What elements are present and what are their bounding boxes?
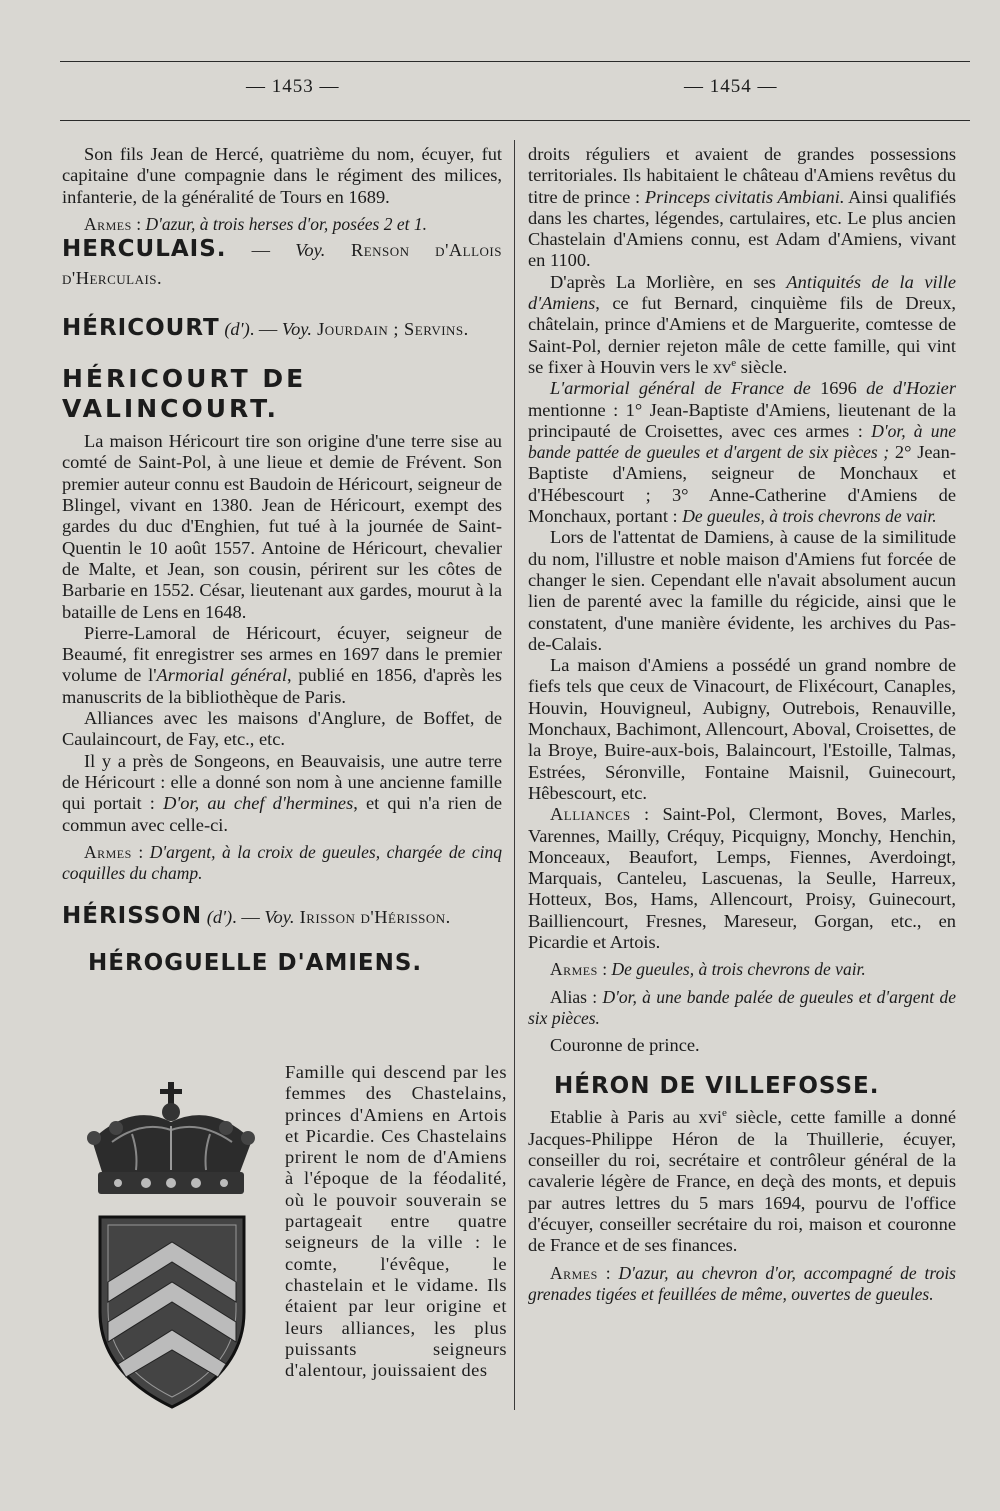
alias-blazon: D'or, à une bande palée de gueules et d'argent de six pièces. (528, 986, 957, 1028)
heron-paragraph: Etablie à Paris au xvi$^e$ siècle, cette famille a donné Jacques-Philippe Héron de la Thuillerie, écuyer, conseiller du roi, secrétaire et contrôleur général de la cavalerie légère de France, en deçà des monts, et depuis par autres lettres du 5 mars 1694, pourvu de l'office d'écuyer, conseiller secrétaire du roi, maison et couronne de France et de ses finances. (528, 1107, 956, 1256)
amiens-paragraph-5: La maison d'Amiens a possédé un grand nombre de fiefs tels que ceux de Vinacourt, de Flixécourt, Canaples, Houvin, Houvigneul, Aubigny, Outrebois, Renauville, Monchaux, Bachimont, Allencourt, Aboval, Croisettes, de la Broye, Buire-aux-bois, Balaincourt, l'Estoille, Talmas, Estrées, Séronville, Fontaine Maisnil, Guinecourt, Hêbescourt, etc. (528, 655, 956, 803)
headword: HÉRICOURT DE VALINCOURT. (62, 364, 307, 424)
arms-blazon: De gueules, à trois chevrons de vair. (611, 959, 866, 980)
entry-hericourt: HÉRICOURT (d'). — Voy. Jourdain ; Servins. (62, 315, 469, 342)
amiens-alliances: Alliances : Saint-Pol, Clermont, Boves, Marles, Varennes, Mailly, Créquy, Picquigny, Monchy, Henchin, Monceaux, Beaufort, Lemps, Fiennes, Averdoingt, Marquais, Canteleu, Lascuenas, la Seulle, Harreux, Hotteux, Bos, Hams, Allencourt, Proisy, Guinecourt, Bailliencourt, Fresnes, Mareseur, Gorgan, etc., en Picardie et Artois. (528, 804, 956, 952)
entry-herculais: HERCULAIS. — Voy. Renson d'Allois d'Herculais. (62, 236, 502, 289)
valincourt-paragraph-2: Pierre-Lamoral de Héricourt, écuyer, seigneur de Beaumé, fit enregistrer ses armes en 1697 dans le premier volume de l'Armorial général, publié en 1856, d'après les manuscrits de la bibliothèque de Paris. (62, 622, 503, 707)
entry-herisson: HÉRISSON (d'). — Voy. Irisson d'Hérisson. (62, 903, 451, 930)
headword: HÉROGUELLE D'AMIENS. (88, 950, 423, 977)
cross-reference: Jourdain ; Servins. (312, 319, 469, 340)
amiens-alias (528, 987, 956, 1030)
valincourt-paragraph-3: Alliances avec les maisons d'Anglure, de Boffet, de Caulaincourt, de Fay, etc., etc. (62, 708, 502, 750)
top-rule (60, 61, 970, 62)
arms-label: Armes (84, 841, 132, 862)
arms-label: Armes (84, 213, 132, 234)
shield-chevrons-icon (100, 1217, 244, 1407)
amiens-paragraph-1: droits réguliers et avaient de grandes possessions territoriales. Ils habitaient le château d'Amiens revêtus du titre de prince : Princeps civitatis Ambiani. Ainsi qualifiés dans les chartes, légendes, cartulaires, etc. Le plus ancien Chastelain d'Amiens connu, est Adam d'Amiens, vivant en 1100. (528, 144, 956, 271)
amiens-paragraph-3: L'armorial général de France de 1696 de d'Hozier mentionne : 1° Jean-Baptiste d'Amiens, lieutenant de la principauté de Croisettes, avec ces armes : D'or, à une bande pattée de gueules et d'argent de six pièces ; 2° Jean-Baptiste d'Amiens, seigneur de Monchaux et d'Hébescourt ; 3° Anne-Catherine d'Amiens de Monchaux, portant : De gueules, à trois chevrons de vair. (528, 378, 957, 527)
herce-arms: Armes : D'azur, à trois herses d'or, posées 2 et 1. (84, 213, 427, 234)
valincourt-arms: Armes : D'argent, à la croix de gueules, chargée de cinq coquilles du champ. (62, 841, 502, 884)
headword: HÉRICOURT (62, 315, 220, 342)
couronne-line: Couronne de prince. (550, 1035, 700, 1056)
headword: HÉRISSON (62, 903, 203, 930)
column-divider (514, 140, 515, 1410)
coat-of-arms-illustration (72, 1082, 272, 1412)
alliances-label: Alliances (550, 804, 631, 825)
arms-blazon: D'azur, à trois herses d'or, posées 2 et 1. (145, 213, 427, 234)
right-page-number: — 1454 — (684, 76, 778, 97)
herce-paragraph: Son fils Jean de Hercé, quatrième du nom, écuyer, fut capitaine d'une compagnie dans le régiment des milices, infanterie, de la généralité de Tours en 1689. (62, 144, 502, 207)
amiens-paragraph-4: Lors de l'attentat de Damiens, à cause de la similitude du nom, l'illustre et noble maison d'Amiens fut forcée de changer le sien. Cependant elle n'avait absolument aucun lien de parenté avec la famille du régicide, ainsi que le constatent, d'une manière évidente, les archives du Pas-de-Calais. (528, 527, 956, 654)
particle: (d') (224, 319, 250, 340)
arms-blazon: D'azur, au chevron d'or, accompagné de trois grenades tigées et feuillées de même, ouvertes de gueules. (528, 1262, 956, 1304)
left-page-number: — 1453 — (246, 76, 340, 97)
cross-reference: Irisson d'Hérisson. (294, 907, 451, 928)
valincourt-paragraph-1: La maison Héricourt tire son origine d'une terre sise au comté de Saint-Pol, à une lieue et demie de Frévent. Son premier auteur connu est Baudoin de Héricourt, seigneur de Blingel, vivant en 1380. Jean de Héricourt, exempt des gardes du duc d'Enghien, fut tué à la journée de Saint-Quentin le 10 août 1557. Antoine de Héricourt, chevalier de Malte, et Jean, son cousin, périrent sur les côtes de Barbarie en 1552. César, lieutenant aux gardes, mourut à la bataille de Lens en 1648. (62, 431, 502, 622)
header-rule (60, 120, 970, 121)
heroguelle-paragraph: Famille qui descend par les femmes des Chastelains, princes d'Amiens en Artois et Picardie. Ces Chastelains prirent le nom de d'Amiens à l'époque de la féodalité, où le pouvoir souverain se partageait entre quatre seigneurs de la ville : le comte, l'évêque, le chastelain et le vidame. Ils étaient par leur origine et leurs alliances, les plus puissants seigneurs d'alentour, jouissaient des (285, 1062, 507, 1381)
voy-label: Voy. (281, 319, 313, 340)
arms-label: Armes (550, 959, 598, 980)
voy-label: Voy. (264, 907, 295, 928)
amiens-arms: Armes : De gueules, à trois chevrons de vair. (550, 959, 866, 980)
voy-label: Voy. (295, 240, 326, 261)
princely-crown-icon (87, 1082, 255, 1194)
arms-label: Armes (550, 1262, 598, 1283)
entry-heroguelle-title (62, 949, 502, 978)
heron-arms: Armes : D'azur, au chevron d'or, accompagné de trois grenades tigées et feuillées de même, ouvertes de gueules. (528, 1262, 956, 1304)
entry-heron-title (528, 1072, 956, 1101)
amiens-paragraph-2: D'après La Morlière, en ses Antiquités de la ville d'Amiens, ce fut Bernard, cinquième fils de Dreux, châtelain, prince d'Amiens et de Marguerite, comtesse de Saint-Pol, dernier rejeton mâle de cette famille, qui vint se fixer à Houvin vers le $xv^e$ siècle. (528, 271, 956, 377)
left-column (62, 144, 502, 978)
particle: (d') (206, 907, 233, 928)
headword: HÉRON DE VILLEFOSSE. (554, 1073, 880, 1100)
entry-hericourt-valincourt-title (62, 365, 502, 425)
valincourt-paragraph-4: Il y a près de Songeons, en Beauvaisis, une autre terre de Héricourt : elle a donné son nom à une ancienne famille qui portait : D'or, au chef d'hermines, et qui n'a rien de commun avec celle-ci. (62, 750, 502, 835)
headword: HERCULAIS. (62, 236, 227, 263)
right-column (528, 144, 956, 1305)
alias-label: Alias : (550, 986, 598, 1007)
arms-blazon: D'argent, à la croix de gueules, chargée de cinq coquilles du champ. (62, 841, 502, 884)
cross-reference: Renson d'Allois d'Herculais. (62, 240, 502, 289)
